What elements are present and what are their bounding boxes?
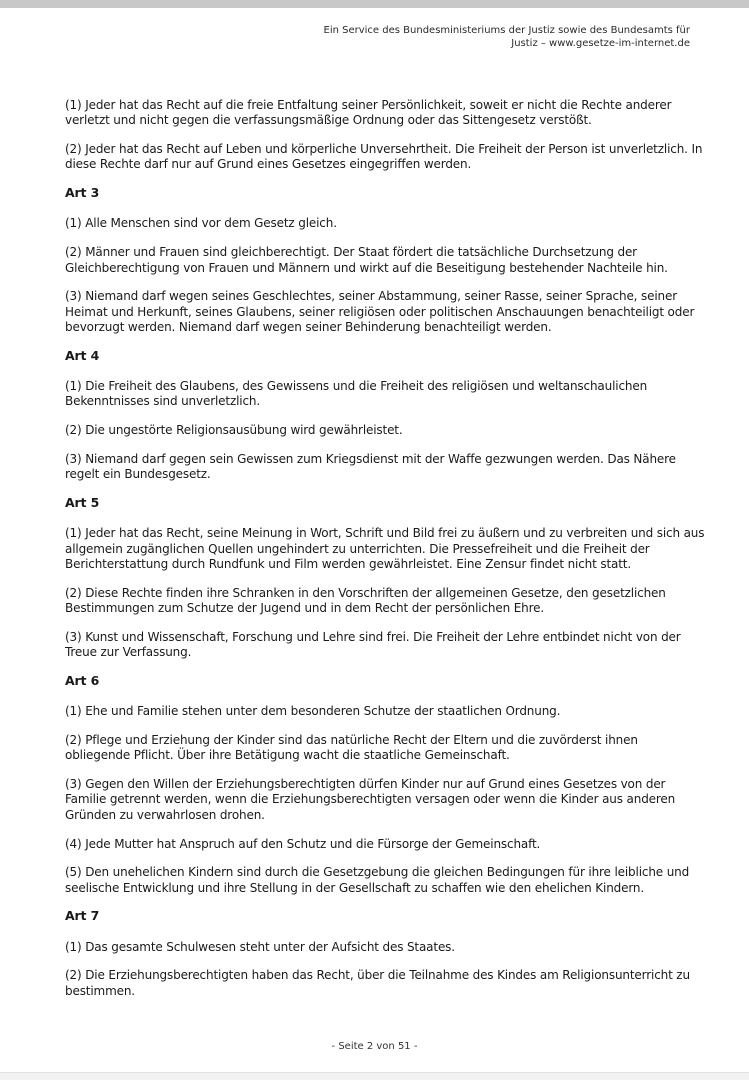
paragraph: (3) Niemand darf gegen sein Gewissen zum Kriegsdienst mit der Waffe gezwungen werden. Das Nähere regelt ein Bundesgesetz. [65, 451, 676, 482]
article-heading: Art 3 [65, 185, 100, 201]
article-heading: Art 7 [65, 908, 100, 924]
document-body [65, 98, 705, 1013]
paragraph: (1) Das gesamte Schulwesen steht unter der Aufsicht des Staates. [65, 939, 455, 954]
header-line-1: Ein Service des Bundesministeriums der Justiz sowie des Bundesamts für [323, 25, 690, 36]
paragraph: (2) Diese Rechte finden ihre Schranken in den Vorschriften der allgemeinen Gesetze, den gesetzlichen Bestimmungen zum Schutze der Jugend und in dem Recht der persönlichen Ehre. [65, 585, 666, 616]
article-heading: Art 4 [65, 347, 100, 363]
paragraph: (1) Die Freiheit des Glaubens, des Gewissens und die Freiheit des religiösen und weltanschaulichen Bekenntnisses sind unverletzlich. [65, 379, 648, 409]
paragraph: (1) Jeder hat das Recht, seine Meinung in Wort, Schrift und Bild frei zu äußern und zu verbreiten und sich aus allgemein zugänglichen Quellen ungehindert zu unterrichten. Die Pressefreiheit und die Freiheit der Berichterstattung durch Rundfunk und Film werden gewährleistet. Eine Zensur findet nicht statt. [65, 526, 705, 571]
paragraph: (3) Kunst und Wissenschaft, Forschung und Lehre sind frei. Die Freiheit der Lehre entbindet nicht von der Treue zur Verfassung. [65, 629, 681, 660]
page-footer: - Seite 2 von 51 - [331, 1041, 418, 1052]
article-heading: Art 5 [65, 495, 100, 511]
paragraph: (1) Jeder hat das Recht auf die freie Entfaltung seiner Persönlichkeit, soweit er nicht die Rechte anderer verletzt und nicht gegen die verfassungsmäßige Ordnung oder das Sittengesetz verstößt. [65, 98, 672, 128]
header-line-2: Justiz – www.gesetze-im-internet.de [511, 38, 690, 49]
paragraph: (1) Alle Menschen sind vor dem Gesetz gleich. [65, 216, 337, 231]
paragraph: (1) Ehe und Familie stehen unter dem besonderen Schutze der staatlichen Ordnung. [65, 704, 561, 719]
paragraph: (2) Die Erziehungsberechtigten haben das Recht, über die Teilnahme des Kindes am Religionsunterricht zu bestimmen. [65, 968, 690, 998]
paragraph: (2) Die ungestörte Religionsausübung wird gewährleistet. [65, 423, 403, 438]
article-heading: Art 6 [65, 672, 100, 688]
paragraph: (4) Jede Mutter hat Anspruch auf den Schutz und die Fürsorge der Gemeinschaft. [65, 836, 541, 851]
window-top-band [0, 0, 749, 8]
page-header [270, 24, 690, 50]
paragraph: (2) Männer und Frauen sind gleichberechtigt. Der Staat fördert die tatsächliche Durchsetzung der Gleichberechtigung von Frauen und Männern und wirkt auf die Beseitigung bestehender Nachteile hin. [65, 245, 668, 275]
paragraph: (2) Jeder hat das Recht auf Leben und körperliche Unversehrtheit. Die Freiheit der Person ist unverletzlich. In diese Rechte darf nur auf Grund eines Gesetzes eingegriffen werden. [65, 142, 703, 172]
document-page[interactable] [0, 8, 749, 1073]
paragraph: (5) Den unehelichen Kindern sind durch die Gesetzgebung die gleichen Bedingungen für ihre leibliche und seelische Entwicklung und ihre Stellung in der Gesellschaft zu schaffen wie den ehelichen Kindern. [65, 865, 690, 895]
paragraph: (3) Gegen den Willen der Erziehungsberechtigten dürfen Kinder nur auf Grund eines Gesetzes von der Familie getrennt werden, wenn die Erziehungsberechtigten versagen oder wenn die Kinder aus anderen Gründen zu verwahrlosen drohen. [65, 777, 676, 822]
paragraph: (2) Pflege und Erziehung der Kinder sind das natürliche Recht der Eltern und die zuvörderst ihnen obliegende Pflicht. Über ihre Betätigung wacht die staatliche Gemeinschaft. [65, 733, 638, 763]
paragraph: (3) Niemand darf wegen seines Geschlechtes, seiner Abstammung, seiner Rasse, seiner Sprache, seiner Heimat und Herkunft, seines Glaubens, seiner religiösen oder politischen Anschauungen benachteiligt oder bevorzugt werden. Niemand darf wegen seiner Behinderung benachteiligt werden. [65, 289, 695, 334]
